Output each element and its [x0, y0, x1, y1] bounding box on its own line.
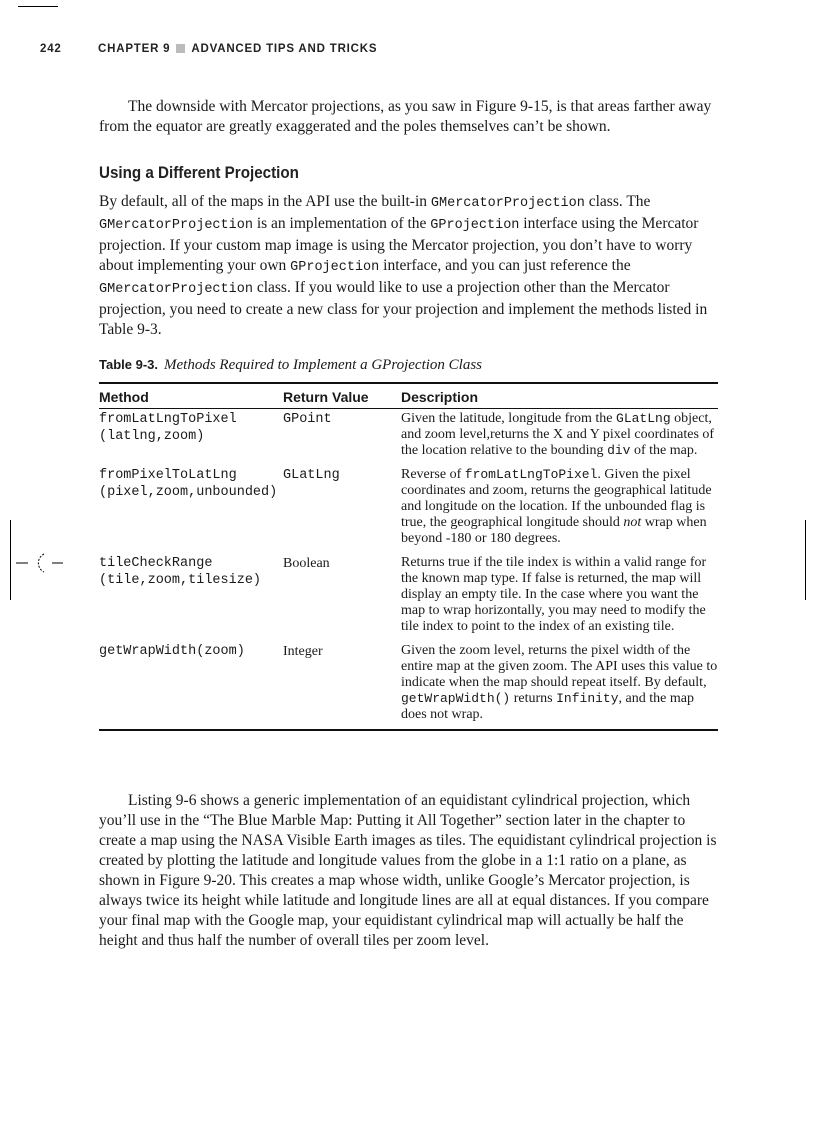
description-cell [401, 411, 718, 459]
description-cell [401, 643, 718, 723]
method-cell [99, 643, 283, 723]
method-name: tileCheckRange [99, 556, 213, 571]
table-row [99, 409, 718, 465]
body-text: class. The [584, 193, 651, 210]
registration-mark [16, 550, 64, 576]
body-paragraph [99, 192, 718, 340]
separator-square-icon [176, 44, 185, 53]
table-caption-number: Table 9-3. [99, 357, 159, 372]
method-name: getWrapWidth(zoom) [99, 644, 245, 659]
description-text: , and the map does not wrap. [401, 691, 694, 722]
description-cell: Returns true if the tile index is within a valid range for the known map type. If false is returned, the map will display an empty tile. In the case where you want the map to wrap horizontally, you may need to modify the tile index to point to the index of an existing tile. [401, 555, 707, 634]
description-text: object, and zoom level,returns the X and Y pixel coordinates of the location relative to the bounding [401, 411, 715, 458]
code-span: fromLatLngToPixel [464, 467, 598, 482]
method-params: (tile,zoom,tilesize) [99, 573, 262, 588]
code-span: GProjection [430, 218, 520, 233]
description-cell [401, 467, 718, 547]
table-row [99, 465, 718, 553]
description-text: returns [510, 691, 557, 706]
table-row [99, 641, 718, 729]
crop-mark-left [10, 520, 11, 600]
method-cell [99, 555, 283, 635]
section-label: ADVANCED TIPS AND TRICKS [191, 43, 378, 55]
return-value: GPoint [283, 412, 332, 427]
code-span: GMercatorProjection [99, 282, 253, 297]
description-text: of the map. [630, 443, 698, 458]
method-name: fromLatLngToPixel [99, 412, 237, 427]
body-text: By default, all of the maps in the API use the built-in [99, 193, 431, 210]
page-number: 242 [40, 43, 62, 55]
table-caption-text: Methods Required to Implement a GProjection Class [164, 357, 483, 373]
method-name: fromPixelToLatLng [99, 468, 237, 483]
body-text: is an implementation of the [252, 215, 431, 232]
code-span: div [607, 443, 631, 458]
table-header-row [99, 384, 718, 408]
return-value: Integer [283, 644, 323, 659]
methods-table [99, 382, 718, 731]
intro-paragraph: The downside with Mercator projections, as you saw in Figure 9-15, is that areas farther away from the equator are greatly exaggerated and the poles themselves can’t be shown. [99, 98, 712, 135]
body-text: interface, and you can just reference the [379, 257, 631, 274]
method-params: (pixel,zoom,unbounded) [99, 485, 278, 500]
description-text: Given the zoom level, returns the pixel width of the entire map at the given zoom. The API uses this value to indicate when the map should repeat itself. By default, [401, 643, 718, 690]
emphasis: not [623, 515, 642, 530]
closing-paragraph: Listing 9-6 shows a generic implementation of an equidistant cylindrical projection, which you’ll use in the “The Blue Marble Map: Putting it All Together” section later in the chapter to create a map using the NASA Visible Earth images as tiles. The equidistant cylindrical projection is created by plotting the latitude and longitude values from the globe in a 1:1 ratio on a plane, as shown in Figure 9-20. This creates a map whose width, unlike Google’s Mercator projection, is always twice its height while latitude and longitude lines are all at equal distances. If you compare your final map with the Google map, your equidistant cylindrical map will actually be half the height and thus half the number of overall tiles per zoom level. [99, 792, 717, 949]
description-text: wrap when beyond -180 or 180 degrees. [401, 515, 707, 546]
description-text: Reverse of [401, 467, 465, 482]
table-bottom-rule [99, 729, 718, 731]
return-value: Boolean [283, 556, 330, 571]
return-value-cell [283, 467, 401, 547]
header-method: Method [99, 389, 149, 405]
chapter-label: CHAPTER 9 [98, 43, 171, 55]
code-span: GMercatorProjection [430, 196, 585, 211]
method-cell [99, 411, 283, 459]
method-params: (latlng,zoom) [99, 429, 205, 444]
body-text: interface using the Mercator projection. If your custom map image is using the Mercator projection, you don’t have to worry about implementing your own [99, 215, 699, 274]
code-span: GLatLng [616, 411, 671, 426]
crop-mark-top [18, 6, 58, 7]
return-value-cell [283, 643, 401, 723]
return-value: GLatLng [283, 468, 340, 483]
code-span: getWrapWidth() [401, 691, 511, 706]
body-text: class. If you would like to use a projection other than the Mercator projection, you need to create a new class for your projection and implement the methods listed in Table 9-3. [99, 279, 708, 338]
description-text: Given the latitude, longitude from the [401, 411, 617, 426]
method-cell [99, 467, 283, 547]
header-description: Description [401, 389, 479, 405]
table-row [99, 553, 718, 641]
code-span: Infinity [556, 691, 619, 706]
return-value-cell [283, 555, 401, 635]
table-caption [99, 357, 718, 374]
running-head [40, 43, 720, 55]
return-value-cell [283, 411, 401, 459]
code-span: GMercatorProjection [99, 218, 253, 233]
section-heading: Using a Different Projection [99, 164, 299, 182]
header-return-value: Return Value [283, 389, 369, 405]
description-text: . Given the pixel coordinates and zoom, returns the geographical latitude and longitude on the location. If the unbounded flag is true, the geographical longitude should [401, 467, 712, 530]
crop-mark-right [805, 520, 806, 600]
code-span: GProjection [290, 260, 380, 275]
